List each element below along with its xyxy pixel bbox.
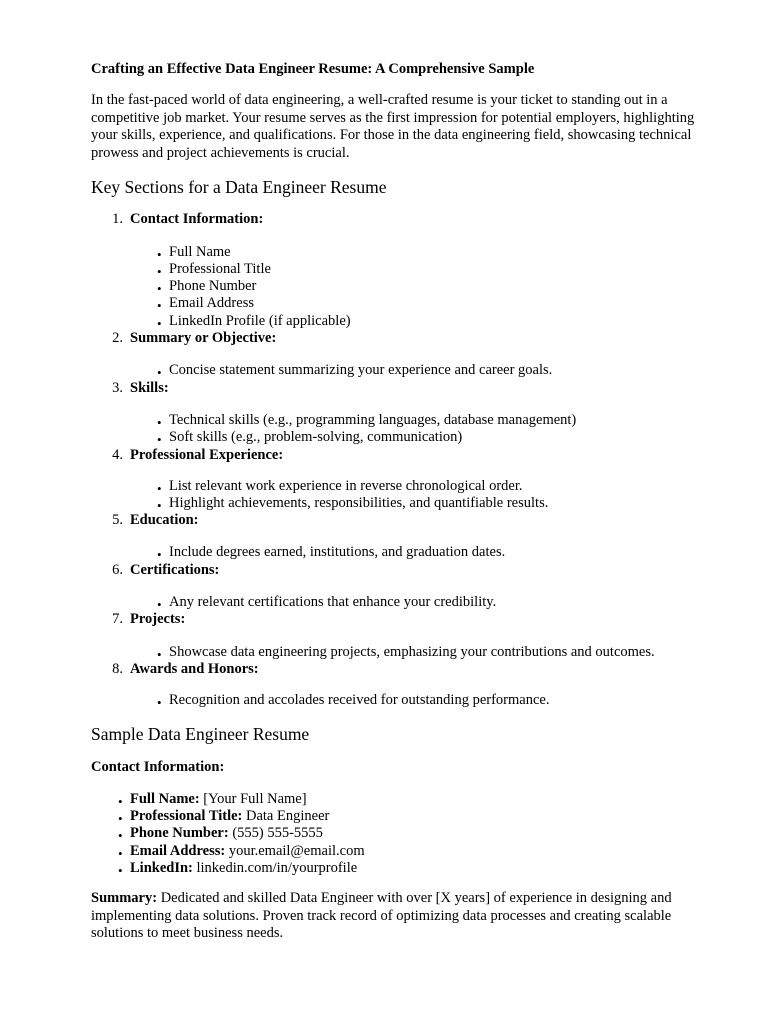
document-title: Crafting an Effective Data Engineer Resume: A Comprehensive Sample: [91, 61, 535, 77]
section-number: 7.: [112, 611, 123, 627]
contact-item: • Professional Title: Data Engineer: [118, 808, 329, 826]
list-item: • Professional Title: [158, 261, 271, 279]
contact-heading: Contact Information:: [91, 759, 225, 775]
summary-label: Summary:: [91, 890, 158, 906]
section-number: 4.: [112, 447, 123, 463]
list-item: • Include degrees earned, institutions, and graduation dates.: [158, 544, 505, 562]
list-item: • Recognition and accolades received for outstanding performance.: [158, 692, 549, 710]
section-title: Contact Information:: [130, 211, 264, 227]
section-number: 5.: [112, 512, 123, 528]
contact-item: • Email Address: your.email@email.com: [118, 843, 365, 861]
section-number: 3.: [112, 380, 123, 396]
list-item: • Email Address: [158, 295, 254, 313]
sample-resume-heading: Sample Data Engineer Resume: [91, 724, 310, 744]
section-title: Professional Experience:: [130, 447, 284, 463]
summary-paragraph: [91, 890, 719, 943]
list-item: • List relevant work experience in reverse chronological order.: [158, 478, 523, 496]
list-item: • Showcase data engineering projects, emphasizing your contributions and outcomes.: [158, 644, 655, 662]
list-item: • LinkedIn Profile (if applicable): [158, 313, 351, 331]
section-number: 2.: [112, 330, 123, 346]
contact-item: • Phone Number: (555) 555-5555: [118, 825, 323, 843]
summary-text: Dedicated and skilled Data Engineer with over [X years] of experience in designing and implementing data solutions. Proven track record of optimizing data processes and creating scalable solutions to meet business needs.: [91, 890, 672, 941]
section-title: Skills:: [130, 380, 169, 396]
list-item: • Technical skills (e.g., programming languages, database management): [158, 412, 576, 430]
contact-item: • Full Name: [Your Full Name]: [118, 791, 307, 809]
section-number: 8.: [112, 661, 123, 677]
list-item: • Soft skills (e.g., problem-solving, communication): [158, 429, 462, 447]
section-title: Projects:: [130, 611, 186, 627]
list-item: • Phone Number: [158, 278, 256, 296]
list-item: • Concise statement summarizing your experience and career goals.: [158, 362, 552, 380]
section-title: Awards and Honors:: [130, 661, 259, 677]
section-title: Education:: [130, 512, 199, 528]
section-title: Summary or Objective:: [130, 330, 277, 346]
section-title: Certifications:: [130, 562, 220, 578]
key-sections-heading: Key Sections for a Data Engineer Resume: [91, 177, 387, 197]
list-item: • Full Name: [158, 244, 231, 262]
contact-item: • LinkedIn: linkedin.com/in/yourprofile: [118, 860, 357, 878]
section-number: 6.: [112, 562, 123, 578]
section-number: 1.: [112, 211, 123, 227]
list-item: • Highlight achievements, responsibilities, and quantifiable results.: [158, 495, 548, 513]
intro-paragraph: In the fast-paced world of data engineering, a well-crafted resume is your ticket to standing out in a competitive job market. Your resume serves as the first impression for potential employers, highlighting your skills, experience, and qualifications. For those in the data engineering field, showcasing technical prowess and project achievements is crucial.: [91, 92, 695, 161]
list-item: • Any relevant certifications that enhance your credibility.: [158, 594, 496, 612]
